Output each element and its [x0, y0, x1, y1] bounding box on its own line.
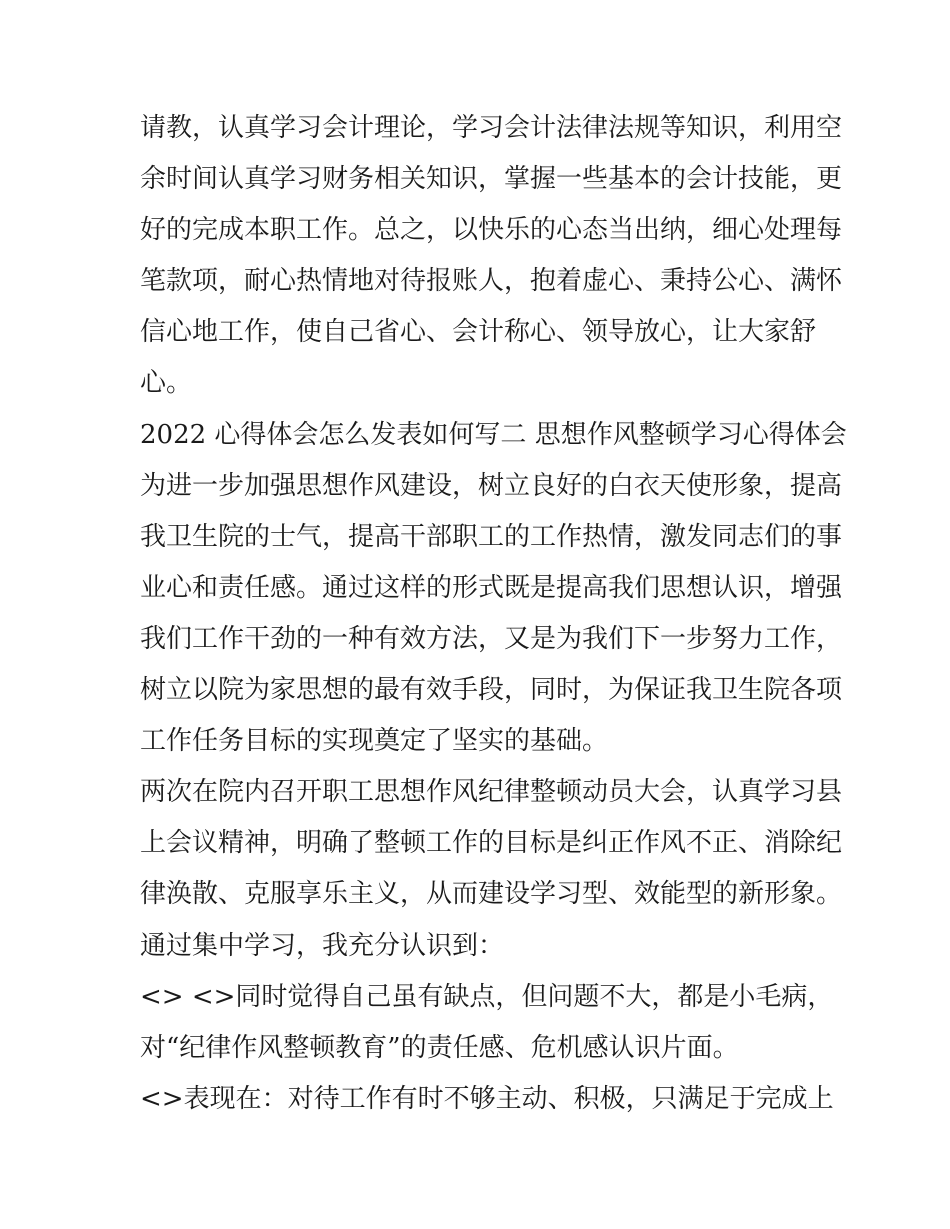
text-line: 好的完成本职工作。总之，以快乐的心态当出纳，细心处理每	[140, 215, 843, 246]
text-line: 通过集中学习，我充分认识到：	[140, 930, 505, 961]
text-line: 余时间认真学习财务相关知识，掌握一些基本的会计技能，更	[140, 164, 843, 195]
text-line: 我们工作干劲的一种有效方法，又是为我们下一步努力工作，	[140, 623, 843, 654]
text-line: <>表现在：对待工作有时不够主动、积极，只满足于完成上	[140, 1083, 834, 1114]
text-line: 心。	[140, 368, 193, 399]
text-line: 笔款项，耐心热情地对待报账人，抱着虚心、秉持公心、满怀	[140, 266, 843, 297]
text-line: 律涣散、克服享乐主义，从而建设学习型、效能型的新形象。	[140, 879, 843, 910]
text-line: 工作任务目标的实现奠定了坚实的基础。	[140, 726, 609, 757]
text-line: 业心和责任感。通过这样的形式既是提高我们思想认识，增强	[140, 572, 843, 603]
text-line: 对“纪律作风整顿教育”的责任感、危机感认识片面。	[140, 1032, 739, 1063]
section-heading: 2022 心得体会怎么发表如何写二 思想作风整顿学习心得体会	[140, 419, 847, 450]
text-line: 为进一步加强思想作风建设，树立良好的白衣天使形象，提高	[140, 470, 843, 501]
text-line: 树立以院为家思想的最有效手段，同时，为保证我卫生院各项	[140, 675, 843, 706]
text-line: 我卫生院的士气，提高干部职工的工作热情，激发同志们的事	[140, 521, 843, 552]
text-line: 上会议精神，明确了整顿工作的目标是纠正作风不正、消除纪	[140, 828, 843, 859]
text-line: 请教，认真学习会计理论，学习会计法律法规等知识，利用空	[140, 113, 843, 143]
text-line: 信心地工作，使自己省心、会计称心、领导放心，让大家舒	[140, 317, 817, 348]
text-line: <> <>同时觉得自己虽有缺点，但问题不大，都是小毛病，	[140, 981, 834, 1012]
body-text	[140, 103, 847, 1125]
text-line: 两次在院内召开职工思想作风纪律整顿动员大会，认真学习县	[140, 777, 843, 808]
